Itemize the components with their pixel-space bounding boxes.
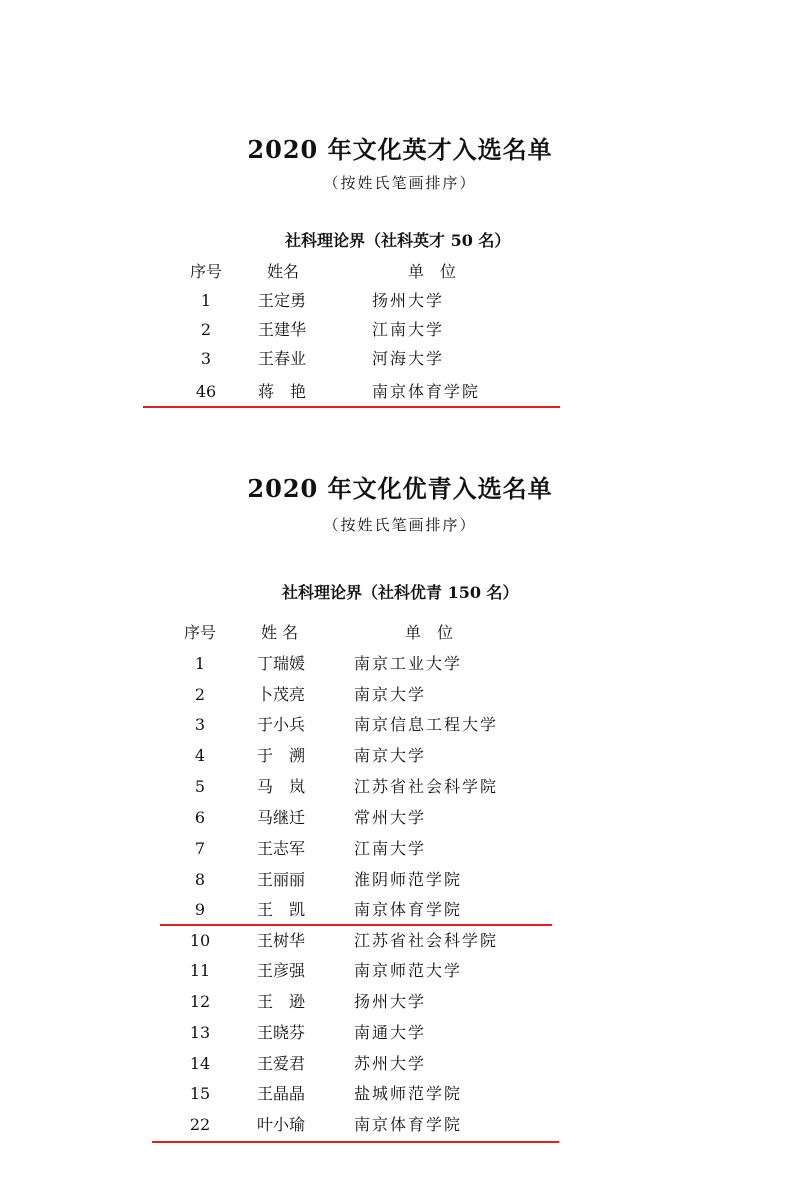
row-unit: 江苏省社会科学院 [354, 777, 499, 796]
table-row [0, 344, 800, 374]
row-name: 叶小瑜 [257, 1115, 306, 1134]
row-unit: 河海大学 [372, 349, 445, 368]
table-row [0, 865, 800, 895]
row-name: 王爱君 [257, 1054, 306, 1073]
row-num: 12 [189, 992, 211, 1011]
table-row [0, 803, 800, 833]
row-unit: 南京信息工程大学 [354, 715, 499, 734]
row-unit: 南京工业大学 [354, 654, 463, 673]
row-name: 王树华 [257, 931, 306, 950]
table-row [0, 1110, 800, 1140]
table-row [0, 834, 800, 864]
row-unit: 南京大学 [354, 685, 427, 704]
row-num: 8 [194, 870, 206, 889]
table-row [0, 286, 800, 316]
row-num: 1 [194, 654, 206, 673]
row-num: 2 [200, 320, 212, 339]
table-row [0, 1079, 800, 1109]
row-num: 4 [194, 746, 206, 765]
row-num: 3 [200, 349, 212, 368]
list2-title: 2020 年文化优青入选名单 [247, 474, 553, 503]
row-name: 卜茂亮 [257, 685, 306, 704]
row-name: 王丽丽 [257, 870, 306, 889]
table-row [0, 1018, 800, 1048]
row-name: 于小兵 [257, 715, 306, 734]
row-num: 13 [189, 1023, 211, 1042]
row-num: 5 [194, 777, 206, 796]
row-name: 王志军 [257, 839, 306, 858]
table-row [0, 710, 800, 740]
red-underline [152, 1141, 559, 1143]
header-name: 姓名 [267, 262, 300, 281]
header-num: 序号 [189, 262, 222, 281]
row-num: 6 [194, 808, 206, 827]
row-num: 11 [189, 961, 211, 980]
row-unit: 苏州大学 [354, 1054, 427, 1073]
row-unit: 江南大学 [372, 320, 445, 339]
header-unit: 单 位 [408, 262, 457, 281]
row-unit: 扬州大学 [354, 992, 427, 1011]
header-name: 姓 名 [261, 623, 299, 642]
row-name: 马 岚 [257, 777, 306, 796]
row-unit: 扬州大学 [372, 291, 445, 310]
row-name: 王建华 [258, 320, 307, 339]
list1-subtitle: （按姓氏笔画排序） [323, 174, 477, 192]
row-name: 于 溯 [257, 746, 306, 765]
red-underline [143, 406, 560, 408]
row-unit: 盐城师范学院 [354, 1084, 463, 1103]
row-num: 1 [200, 291, 212, 310]
row-name: 马继迁 [257, 808, 306, 827]
list2-header-row [0, 618, 800, 648]
table-row [0, 649, 800, 679]
row-unit: 南京体育学院 [354, 1115, 463, 1134]
row-name: 蒋 艳 [258, 382, 307, 401]
list1-header-row [0, 257, 800, 287]
table-row [0, 956, 800, 986]
row-name: 王彦强 [257, 961, 306, 980]
table-row [0, 377, 800, 407]
row-num: 10 [189, 931, 211, 950]
table-row [0, 680, 800, 710]
row-unit: 南通大学 [354, 1023, 427, 1042]
table-row [0, 926, 800, 956]
row-name: 丁瑞媛 [257, 654, 306, 673]
list2-subtitle: （按姓氏笔画排序） [323, 516, 477, 534]
row-num: 22 [189, 1115, 211, 1134]
row-unit: 南京大学 [354, 746, 427, 765]
row-unit: 淮阴师范学院 [354, 870, 463, 889]
row-name: 王春业 [258, 349, 307, 368]
row-name: 王 凯 [257, 900, 306, 919]
list1-title: 2020 年文化英才入选名单 [247, 135, 553, 164]
table-row [0, 772, 800, 802]
table-row [0, 895, 800, 925]
row-name: 王定勇 [258, 291, 307, 310]
table-row [0, 987, 800, 1017]
row-unit: 南京体育学院 [354, 900, 463, 919]
row-num: 46 [195, 382, 217, 401]
list2-section-heading: 社科理论界（社科优青 150 名） [282, 583, 519, 602]
row-unit: 常州大学 [354, 808, 427, 827]
table-row [0, 1049, 800, 1079]
row-name: 王 逊 [257, 992, 306, 1011]
row-num: 3 [194, 715, 206, 734]
list1-section-heading: 社科理论界（社科英才 50 名） [285, 231, 511, 250]
row-unit: 南京体育学院 [372, 382, 481, 401]
row-num: 15 [189, 1084, 211, 1103]
row-unit: 南京师范大学 [354, 961, 463, 980]
table-row [0, 315, 800, 345]
row-unit: 江南大学 [354, 839, 427, 858]
row-unit: 江苏省社会科学院 [354, 931, 499, 950]
row-num: 2 [194, 685, 206, 704]
row-name: 王晓芬 [257, 1023, 306, 1042]
row-num: 7 [194, 839, 206, 858]
row-name: 王晶晶 [257, 1084, 306, 1103]
header-num: 序号 [183, 623, 216, 642]
row-num: 14 [189, 1054, 211, 1073]
row-num: 9 [194, 900, 206, 919]
header-unit: 单 位 [405, 623, 454, 642]
table-row [0, 741, 800, 771]
